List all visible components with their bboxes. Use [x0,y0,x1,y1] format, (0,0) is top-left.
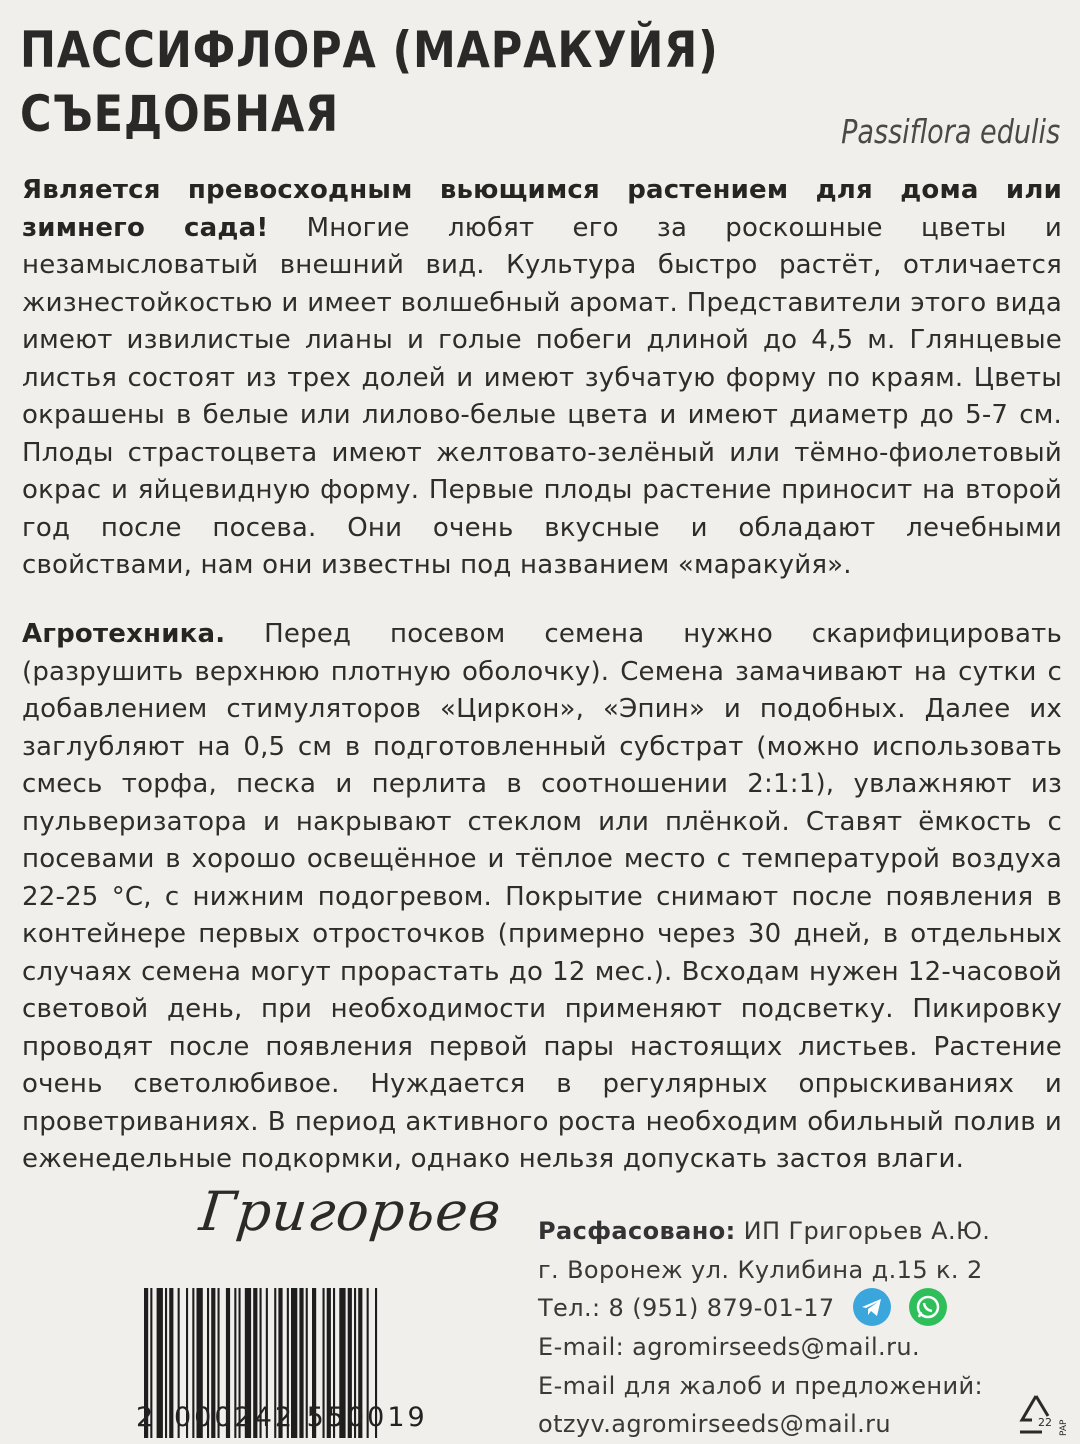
agrotechnics-text: Перед посевом семена нужно скарифицировать (разрушить верхнюю плотную оболочку). Семена замачивают на сутки с добавлением стимуляторов «Циркон», «Эпин» и подобных. Далее их заглубляют на 0,5 см в подготовленный субстрат (можно использовать смесь торфа, песка и перлита в соотношении 2:1:1), увлажняют из пульверизатора и накрывают стеклом или плёнкой. Ставят ёмкость с посевами в хорошо освещённое и тёплое место с температурой воздуха 22-25 °С, с нижним подогревом. Покрытие снимают после появления в контейнере первых отросточков (примерно через 30 дней, в отдельных случаях семена могут прорастать до 12 мес.). Всходам нужен 12-часовой световой день, при необходимости применяют подсветку. Пикировку проводят после появления первой пары настоящих листьев. Растение очень светолюбивое. Нуждается в регулярных опрыскиваниях и проветриваниях. В период активного роста необходим обильный полив и еженедельные подкормки, однако нельзя допускать застоя влаги. [22,619,1062,1174]
packed-by-label: Расфасовано: [538,1217,736,1245]
description-paragraph [22,172,1062,585]
agrotechnics-paragraph [22,616,1062,1179]
agrotechnics-lead: Агротехника. [22,619,226,649]
email: E-mail: agromirseeds@mail.ru. [538,1333,920,1361]
description-lead: Является превосходным вьющимся растением для дома или зимнего сада! [22,175,1062,243]
description-text: Многие любят его за роскошные цветы и незамысловатый внешний вид. Культура быстро растёт, отличается жизнестойкостью и имеет волшебный аромат. Представители этого вида имеют извилистые лианы и голые побеги длиной до 4,5 м. Глянцевые листья состоят из трех долей и имеют зубчатую форму по краям. Цветы окрашены в белые или лилово-белые цвета и имеют диаметр до 5-7 см. Плоды страстоцвета имеют желтовато-зелёный или тёмно-фиолетовый окрас и яйцевидную форму. Первые плоды растение приносит на второй год после посева. Они очень вкусные и обладают лечебными свойствами, нам они известны под названием «маракуйя». [22,212,1062,580]
product-title [20,18,780,146]
barcode-first-digit: 2 [136,1402,157,1433]
contacts-block [538,1212,1058,1444]
packed-by [538,1212,1058,1251]
whatsapp-icon[interactable] [909,1288,947,1326]
recycle-code: 22 [1038,1416,1052,1429]
complaints-email: otzyv.agromirseeds@mail.ru [538,1410,892,1438]
complaints-label: E-mail для жалоб и предложений: [538,1371,983,1400]
phone-row [538,1289,1058,1328]
recycle-icon [1014,1392,1078,1440]
product-title-line2: СЪЕДОБНАЯ [20,85,340,143]
telegram-icon[interactable] [853,1288,891,1326]
address: г. Воронеж ул. Кулибина д.15 к. 2 [538,1255,983,1284]
barcode-digits: 000242 550019 [174,1402,428,1433]
brand-logo: Григорьев [196,1180,505,1243]
recycle-material: PAP [1059,1419,1069,1436]
latin-name: Passiflora edulis [840,112,1060,151]
packed-by-value: ИП Григорьев А.Ю. [735,1217,991,1245]
product-title-line1: ПАССИФЛОРА (МАРАКУЙЯ) [20,21,719,79]
phone: Тел.: 8 (951) 879-01-17 [538,1294,835,1322]
